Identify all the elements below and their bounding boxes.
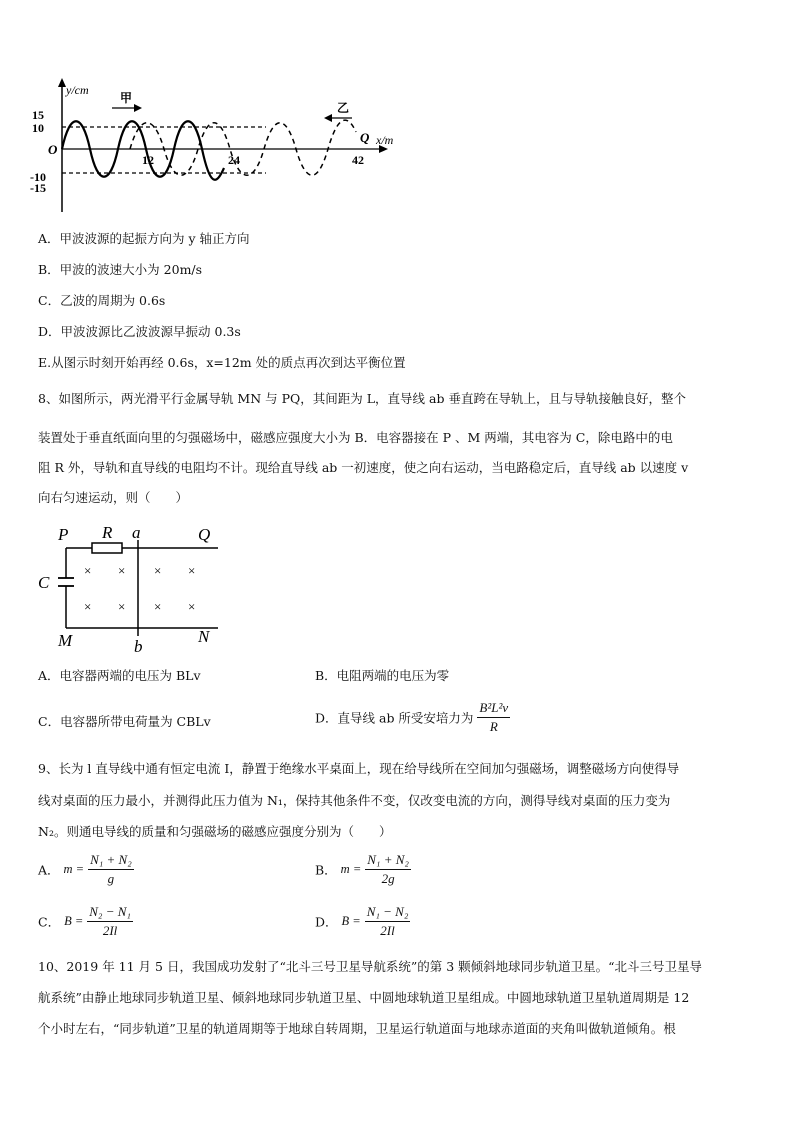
q8-option-d-text: D．直导线 ab 所受安培力为 — [315, 710, 474, 726]
q10-text-line-2: 航系统”由静止地球同步轨道卫星、倾斜地球同步轨道卫星、中圆地球轨道卫星组成。中圆地球轨道卫星轨道周期是 12 — [38, 990, 690, 1005]
x-axis-label: x/m — [376, 133, 394, 147]
q9-option-c-label: C． — [38, 914, 61, 930]
q8-option-d-numerator: B²L²v — [477, 700, 510, 718]
svg-text:×: × — [118, 563, 126, 578]
wave-a-curve — [62, 121, 224, 180]
q9-text-line-1: 9、长为 l 直导线中通有恒定电流 I，静置于绝缘水平桌面上，现在给导线所在空间加匀强磁场，调整磁场方向使得导 — [38, 761, 680, 776]
x-tick-42: 42 — [352, 153, 364, 167]
q7-option-d: D．甲波波源比乙波波源早振动 0.3s — [38, 324, 241, 339]
q7-option-c: C．乙波的周期为 0.6s — [38, 293, 166, 308]
svg-text:×: × — [188, 563, 196, 578]
q9-option-d-label: D． — [315, 914, 338, 930]
q9-option-b-lhs: m = — [340, 862, 362, 876]
y-axis-arrow — [58, 78, 66, 87]
svg-text:×: × — [84, 563, 92, 578]
q9-option-a-numerator: N₁ + N₂ — [88, 852, 134, 870]
q7-option-a: A．甲波波源的起振方向为 y 轴正方向 — [38, 231, 250, 246]
q8-option-d — [315, 700, 510, 735]
q9-option-a-fraction — [88, 852, 134, 887]
wave-figure — [30, 72, 410, 220]
q8-option-b: B．电阻两端的电压为零 — [315, 668, 450, 683]
q9-text-line-3: N₂。则通电导线的质量和匀强磁场的磁感应强度分别为（ ） — [38, 824, 392, 839]
label-q: Q — [198, 525, 211, 544]
label-a: a — [132, 523, 141, 542]
q10-text-line-1: 10、2019 年 11 月 5 日，我国成功发射了“北斗三号卫星导航系统”的第 3 颗倾斜地球同步轨道卫星。“北斗三号卫星导 — [38, 959, 703, 974]
q9-option-d-numerator: N₁ − N₂ — [365, 904, 411, 922]
wave-b-direction-arrow — [324, 114, 332, 122]
q9-text-line-2: 线对桌面的压力最小，并测得此压力值为 N₁，保持其他条件不变，仅改变电流的方向，测得导线对桌面的压力变为 — [38, 793, 671, 808]
y-tick-neg10: -10 — [30, 170, 46, 184]
svg-text:×: × — [84, 599, 92, 614]
wave-a-label: 甲 — [120, 91, 133, 105]
q9-option-c-fraction — [87, 904, 133, 939]
q7-option-b: B．甲波的波速大小为 20m/s — [38, 262, 203, 277]
q8-text-line-1: 8、如图所示，两光滑平行金属导轨 MN 与 PQ，其间距为 L，直导线 ab 垂直跨在导轨上，且与导轨接触良好，整个 — [38, 391, 686, 406]
q9-option-b-denominator: 2g — [381, 871, 395, 886]
y-tick-15: 15 — [32, 108, 44, 122]
q8-option-a: A．电容器两端的电压为 BLv — [38, 668, 201, 683]
q9-option-b-fraction — [365, 852, 411, 887]
q9-option-a-label: A． — [38, 862, 60, 878]
q9-option-a-denominator: g — [107, 871, 115, 886]
q9-option-d-denominator: 2Il — [380, 923, 395, 938]
q8-text-line-2: 装置处于垂直纸面向里的匀强磁场中，磁感应强度大小为 B．电容器接在 P 、M 两端，其电容为 C，除电路中的电 — [38, 430, 673, 445]
svg-text:×: × — [154, 599, 162, 614]
q9-option-b-numerator: N₁ + N₂ — [365, 852, 411, 870]
resistor-r — [92, 543, 122, 553]
q9-option-c-denominator: 2Il — [102, 923, 118, 938]
circuit-figure — [36, 522, 226, 656]
q9-option-c-lhs: B = — [64, 914, 84, 928]
q8-text-line-3: 阻 R 外，导轨和直导线的电阻均不计。现给直导线 ab 一初速度，使之向右运动，当电路稳定后，直导线 ab 以速度 v — [38, 460, 689, 475]
wave-b-label: 乙 — [337, 101, 350, 115]
q8-text-line-4: 向右匀速运动，则（ ） — [38, 490, 189, 505]
q9-option-d — [315, 904, 410, 939]
q9-option-a-lhs: m = — [63, 862, 85, 876]
label-b: b — [134, 637, 143, 656]
q7-option-e: E.从图示时刻开始再经 0.6s，x=12m 处的质点再次到达平衡位置 — [38, 355, 406, 370]
q8-option-c: C．电容器所带电荷量为 CBLv — [38, 714, 211, 729]
x-tick-24: 24 — [228, 153, 240, 167]
q9-option-d-lhs: B = — [341, 914, 361, 928]
q9-option-d-fraction — [365, 904, 411, 939]
svg-text:×: × — [118, 599, 126, 614]
label-c: C — [38, 573, 50, 592]
wave-a-direction-arrow — [134, 104, 142, 112]
y-tick-10: 10 — [32, 121, 44, 135]
magnetic-field-crosses — [84, 563, 195, 614]
label-n: N — [198, 627, 210, 646]
label-p: P — [58, 525, 69, 544]
q9-option-b-label: B． — [315, 862, 337, 878]
x-tick-12: 12 — [142, 153, 154, 167]
q8-option-d-fraction — [477, 700, 510, 735]
point-q-label: Q — [360, 130, 370, 145]
q9-option-c — [38, 904, 133, 939]
q10-text-line-3: 个小时左右，“同步轨道”卫星的轨道周期等于地球自转周期，卫星运行轨道面与地球赤道面的夹角叫做轨道倾角。根 — [38, 1021, 676, 1036]
origin-label: O — [48, 142, 58, 157]
svg-text:×: × — [154, 563, 162, 578]
svg-text:×: × — [188, 599, 196, 614]
q9-option-a — [38, 852, 134, 887]
label-r: R — [102, 523, 113, 542]
q9-option-b — [315, 852, 411, 887]
q9-option-c-numerator: N₂ − N₁ — [87, 904, 133, 922]
y-axis-label: y/cm — [66, 83, 89, 97]
q8-option-d-denominator: R — [489, 719, 498, 734]
label-m: M — [58, 631, 73, 650]
wave-b-curve — [130, 120, 356, 175]
y-tick-neg15: -15 — [30, 181, 46, 195]
